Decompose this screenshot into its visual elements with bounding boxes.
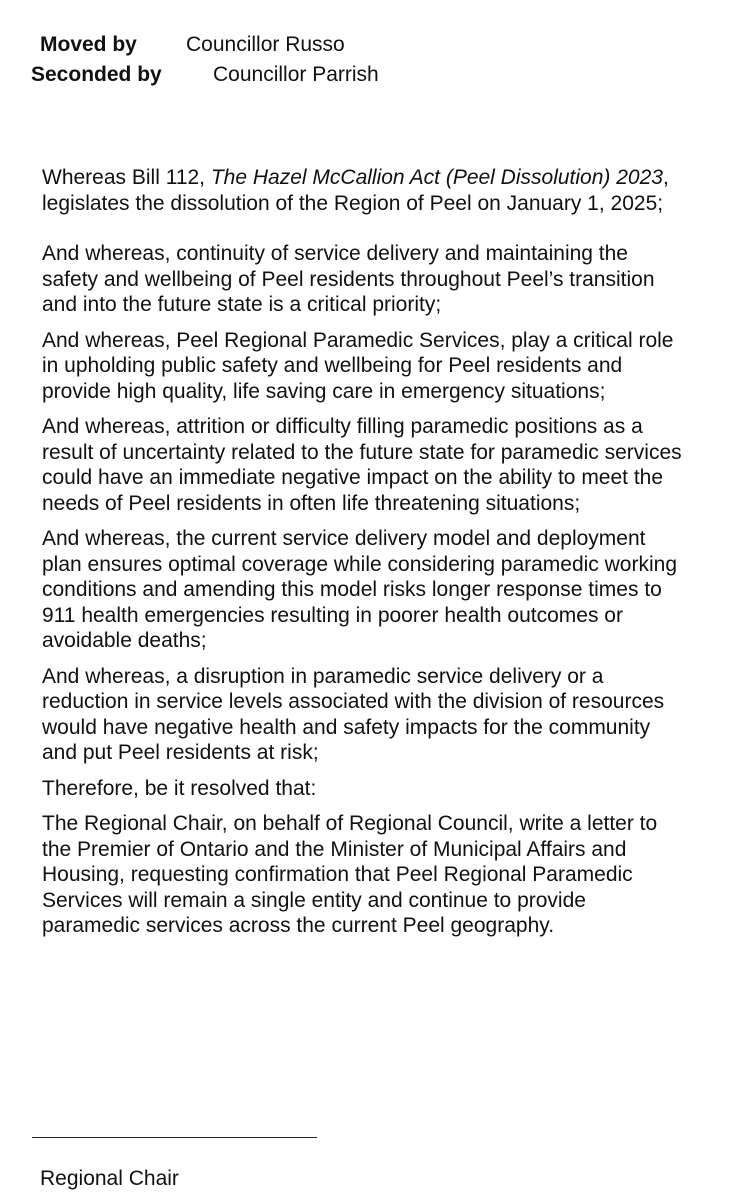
therefore-clause: Therefore, be it resolved that: [42,776,317,800]
seconded-by-label: Seconded by [31,63,162,86]
moved-by-value: Councillor Russo [186,33,345,56]
whereas-clause: And whereas, attrition or difficulty filling paramedic positions as a result of uncertainty related to the future state for paramedic services could have an immediate negative impact on the ability to meet the needs of Peel residents in often life threatening situations; [42,415,682,515]
whereas-clause: And whereas, Peel Regional Paramedic Services, play a critical role in upholding public safety and wellbeing for Peel residents and provide high quality, life saving care in emergency situations; [42,328,674,403]
signature-label: Regional Chair [40,1167,179,1190]
seconded-by-value: Councillor Parrish [213,63,379,86]
bill-title: The Hazel McCallion Act (Peel Dissolution) 2023 [210,166,663,189]
signature-line [32,1137,317,1138]
whereas-clause: And whereas, the current service delivery model and deployment plan ensures optimal coverage while considering paramedic working conditions and amending this model risks longer response times to 911 health emergencies resulting in poorer health outcomes or avoidable deaths; [42,527,678,652]
motion-body [42,165,682,939]
moved-by-label: Moved by [40,33,137,56]
resolution-clause: The Regional Chair, on behalf of Regional Council, write a letter to the Premier of Ontario and the Minister of Municipal Affairs and Housing, requesting confirmation that Peel Regional Paramedic Services will remain a single entity and continue to provide paramedic services across the current Peel geography. [42,812,658,937]
whereas-clause: And whereas, continuity of service delivery and maintaining the safety and wellbeing of Peel residents throughout Peel’s transition and into the future state is a critical priority; [42,242,655,316]
whereas-clause: And whereas, a disruption in paramedic service delivery or a reduction in service levels associated with the division of resources would have negative health and safety impacts for the community and put Peel residents at risk; [42,664,665,764]
intro-suffix: , legislates the dissolution of the Region of Peel on January 1, 2025; [42,166,669,215]
intro-paragraph [42,165,682,216]
intro-prefix: Whereas Bill 112, [42,166,211,189]
